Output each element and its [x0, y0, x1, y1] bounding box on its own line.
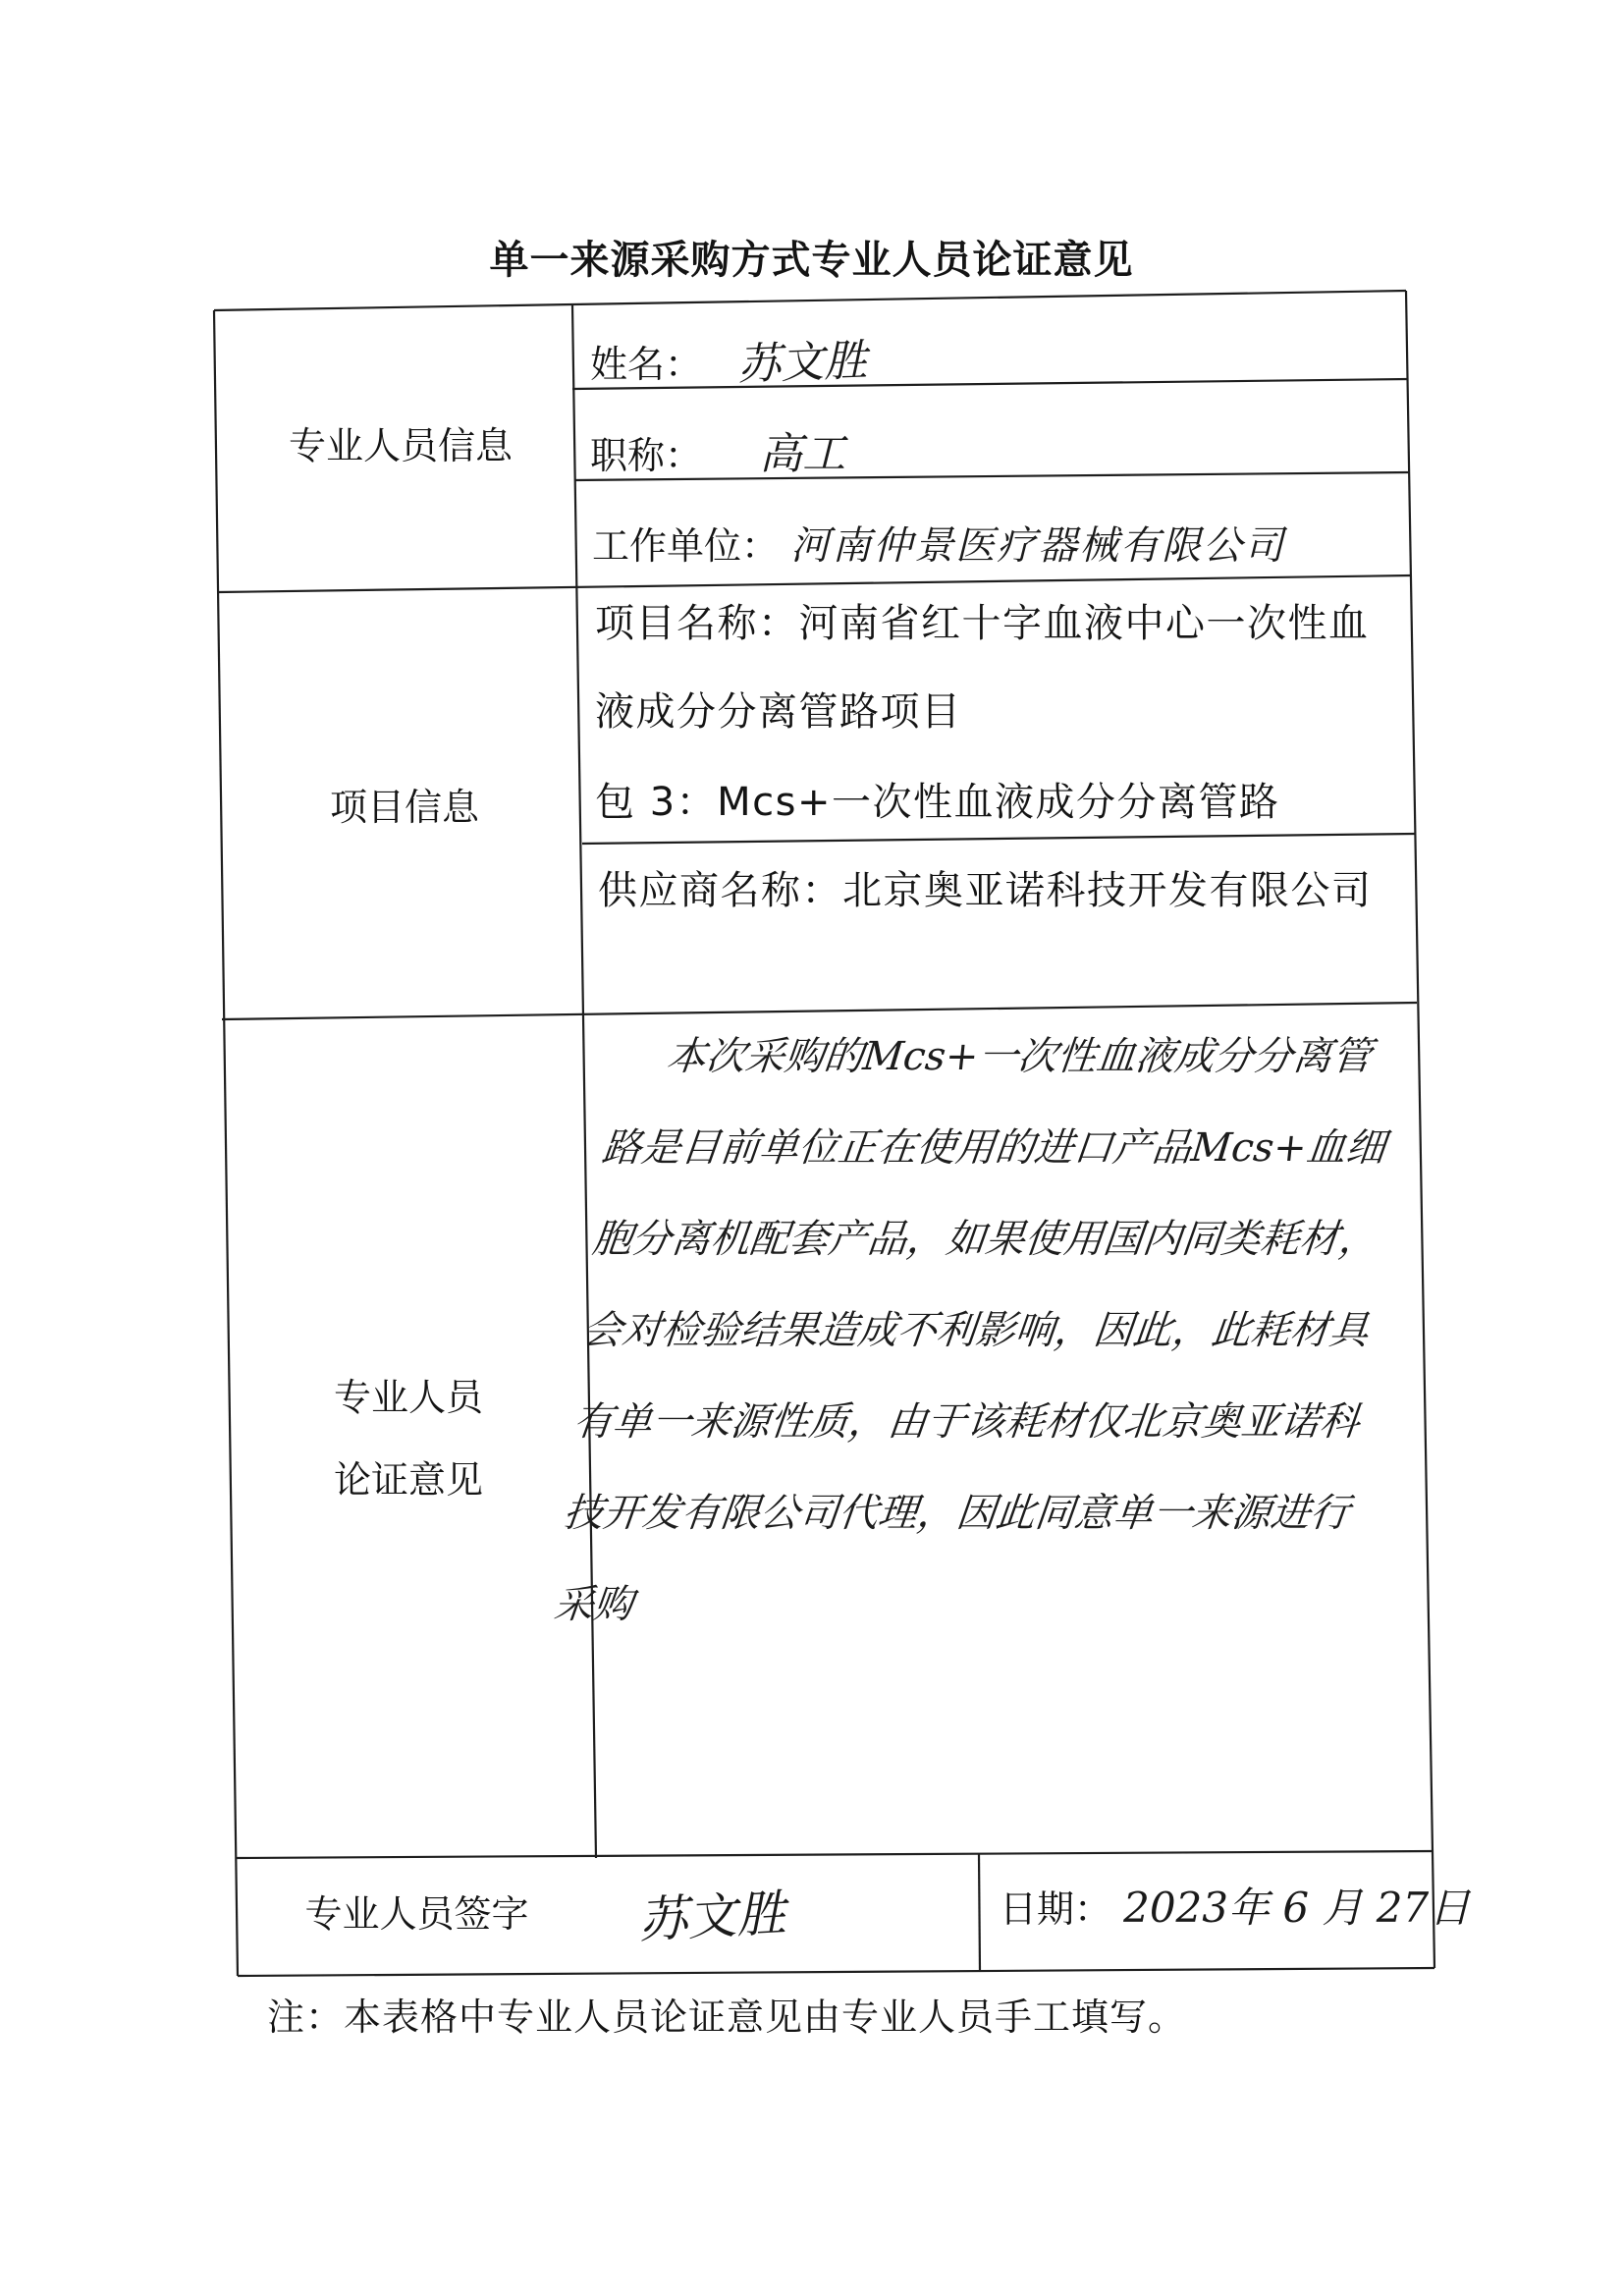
table-border-bottom	[238, 1968, 1434, 1976]
date-field	[1000, 1876, 1470, 1935]
name-field	[590, 327, 867, 390]
project-info-label: 项目信息	[329, 786, 479, 829]
table-border-top	[214, 291, 1406, 310]
project-name-field: 项目名称：河南省红十字血液中心一次性血液成分分离管路项目	[595, 601, 1370, 735]
row-divider-project-package	[582, 834, 1415, 844]
opinion-label-line1: 专业人员	[333, 1376, 483, 1419]
workplace-handwriting: 河南仲景医疗器械有限公司	[790, 523, 1286, 569]
table-border-right	[1406, 291, 1434, 1968]
signature-date-divider	[979, 1854, 980, 1972]
signature-handwriting: 苏文胜	[636, 1885, 787, 1949]
name-handwriting: 苏文胜	[736, 335, 869, 391]
footnote: 注：本表格中专业人员论证意见由专业人员手工填写。	[267, 1995, 1187, 2039]
expert-info-label: 专业人员信息	[288, 424, 513, 467]
workplace-label: 工作单位：	[592, 524, 780, 568]
workplace-field	[592, 515, 1285, 571]
page-title: 单一来源采购方式专业人员论证意见	[489, 238, 1134, 283]
job-title-label: 职称：	[590, 434, 703, 477]
row-divider-opinion-end	[236, 1851, 1433, 1858]
signature-label: 专业人员签字	[304, 1892, 529, 1936]
table-border-left	[214, 310, 238, 1976]
package-field: 包 3：Mcs+一次性血液成分分离管路	[595, 780, 1280, 825]
date-label: 日期：	[1000, 1887, 1112, 1931]
name-label: 姓名：	[590, 343, 703, 386]
job-title-handwriting: 高工	[759, 429, 846, 479]
opinion-label	[232, 1376, 585, 1502]
opinion-label-line2: 论证意见	[333, 1458, 483, 1502]
job-title-field	[590, 418, 845, 481]
opinion-handwriting: 本次采购的Mcs+一次性血液成分分离管路是目前单位正在使用的进口产品Mcs+血细胞分离机配套产品，如果使用国内同类耗材，会对检验结果造成不利影响，因此，此耗材具有单一来源性质，由于该耗材仅北京奥亚诺科技开发有限公司代理，因此同意单一来源进行采购	[552, 1034, 1388, 1627]
date-handwriting: 2023年 6 月 27日	[1123, 1884, 1471, 1932]
supplier-field: 供应商名称：北京奥亚诺科技开发有限公司	[598, 868, 1373, 913]
